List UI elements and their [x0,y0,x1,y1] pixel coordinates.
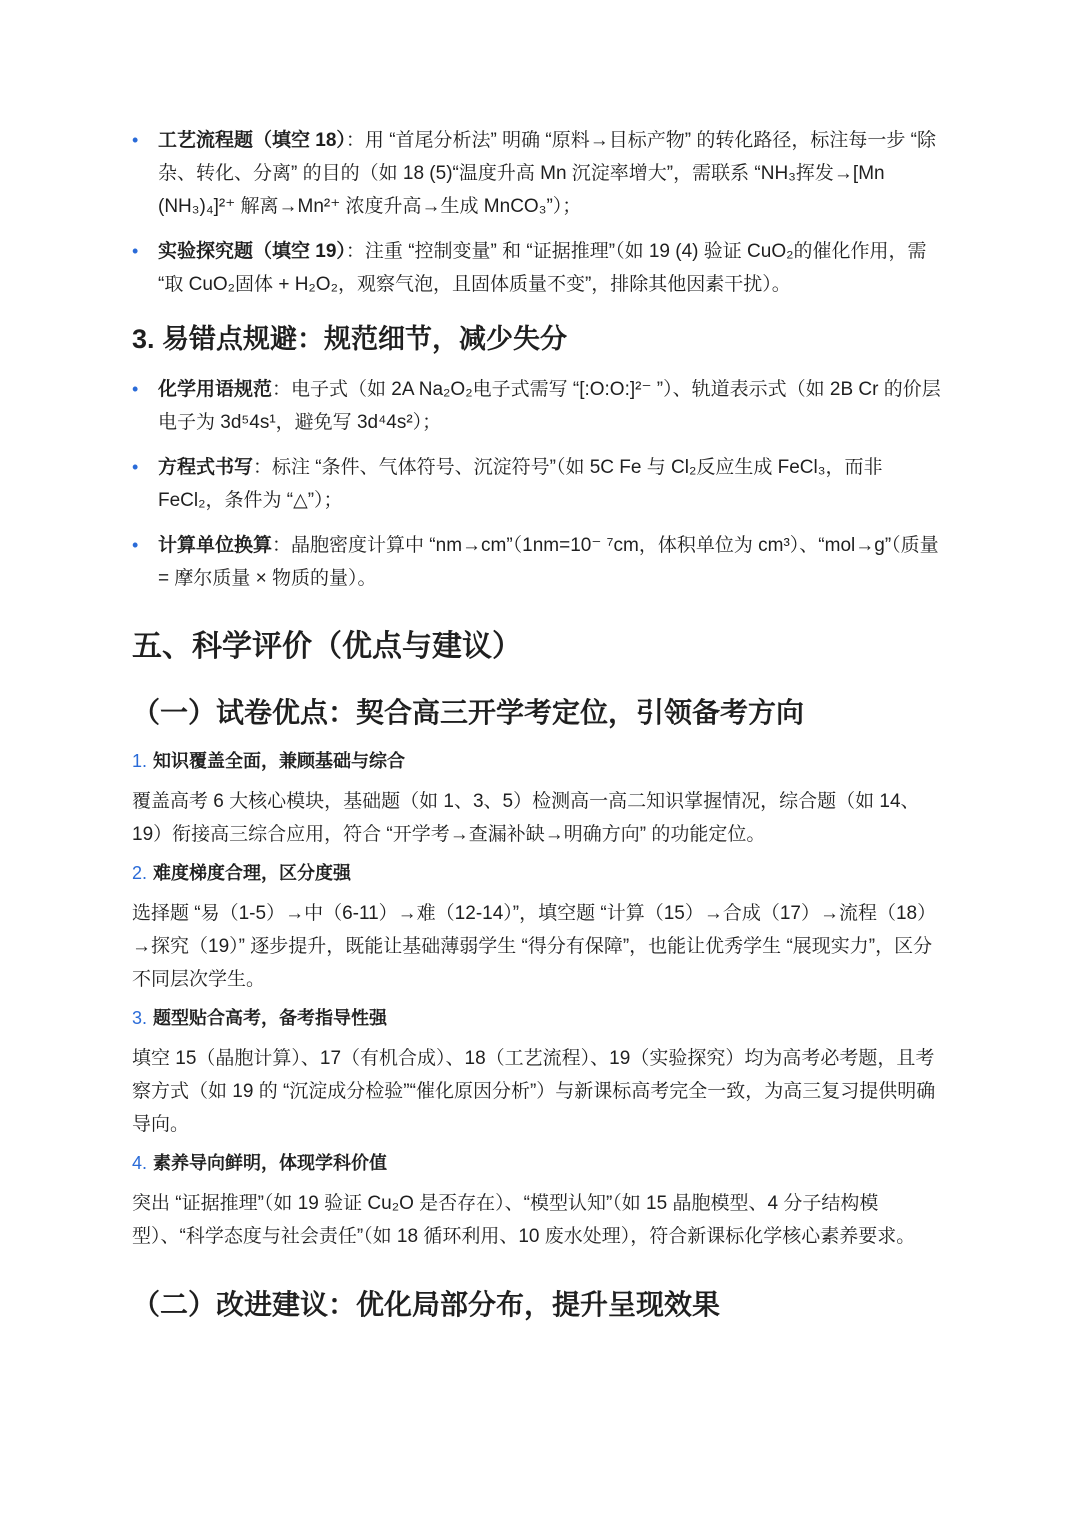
item-title: 难度梯度合理，区分度强 [153,863,352,883]
list-item-text: ：电子式（如 2A Na₂O₂电子式需写 “[:O:O:]²⁻ ”）、轨道表示式（如 2B Cr 的价层电子为 3d⁵4s¹，避免写 3d⁴4s²）； [158,379,941,433]
item-title: 素养导向鲜明，体现学科价值 [153,1153,388,1173]
list-item-title: 计算单位换算 [158,535,273,556]
list-item [132,451,948,517]
bullet-list-section-3 [132,373,948,595]
list-item [132,373,948,439]
item-number: 4. [132,1153,148,1173]
bullet-icon: • [132,535,139,555]
list-item-title: 化学用语规范 [158,379,273,400]
subsection-2-heading: （二）改进建议：优化局部分布，提升呈现效果 [132,1289,721,1320]
numbered-item-heading [132,1002,948,1034]
list-item [132,235,948,301]
bullet-list-top [132,124,948,301]
item-paragraph: 填空 15（晶胞计算）、17（有机合成）、18（工艺流程）、19（实验探究）均为高考必考题，且考察方式（如 19 的 “沉淀成分检验”“催化原因分析”）与新课标高考完全一致，为高三复习提供明确导向。 [132,1048,936,1135]
list-item-title: 工艺流程题（填空 18） [158,130,346,151]
bullet-icon: • [132,241,139,261]
list-item-title: 实验探究题（填空 19） [158,241,346,262]
item-number: 3. [132,1008,148,1028]
list-item [132,529,948,595]
list-item-title: 方程式书写 [158,457,254,478]
bullet-icon: • [132,457,139,477]
subsection-1-heading: （一）试卷优点：契合高三开学考定位，引领备考方向 [132,697,805,728]
numbered-item [132,1002,948,1141]
section-3-heading: 3. 易错点规避：规范细节，减少失分 [132,324,568,354]
bullet-icon: • [132,130,139,150]
item-number: 1. [132,751,148,771]
item-paragraph: 突出 “证据推理”（如 19 验证 Cu₂O 是否存在）、“模型认知”（如 15 晶胞模型、4 分子结构模型）、“科学态度与社会责任”（如 18 循环利用、10 废水处理），符合新课标化学核心素养要求。 [132,1193,916,1247]
item-paragraph: 覆盖高考 6 大核心模块，基础题（如 1、3、5）检测高一高二知识掌握情况，综合题（如 14、19）衔接高三综合应用，符合 “开学考→查漏补缺→明确方向” 的功能定位。 [132,791,920,845]
section-5-heading: 五、科学评价（优点与建议） [132,630,522,663]
list-item [132,124,948,223]
bullet-icon: • [132,379,139,399]
numbered-item-heading [132,745,948,777]
item-number: 2. [132,863,148,883]
document-page [132,124,948,1337]
numbered-item [132,745,948,851]
numbered-item-heading [132,1147,948,1179]
item-paragraph: 选择题 “易（1-5）→中（6-11）→难（12-14）”，填空题 “计算（15）→合成（17）→流程（18）→探究（19）” 逐步提升，既能让基础薄弱学生 “得分有保障”，也能让优秀学生 “展现实力”，区分不同层次学生。 [132,903,937,990]
item-title: 知识覆盖全面，兼顾基础与综合 [153,751,406,771]
list-item-text: ：晶胞密度计算中 “nm→cm”（1nm=10⁻ ⁷cm，体积单位为 cm³）、“mol→g”（质量 = 摩尔质量 × 物质的量）。 [158,535,939,589]
list-item-text: ：标注 “条件、气体符号、沉淀符号”（如 5C Fe 与 Cl₂反应生成 FeCl₃，而非 FeCl₂，条件为 “△”）； [158,457,883,511]
list-item-text: ：注重 “控制变量” 和 “证据推理”（如 19 (4) 验证 CuO₂的催化作用，需 “取 CuO₂固体 + H₂O₂，观察气泡，且固体质量不变”，排除其他因素干扰）。 [158,241,927,295]
numbered-item [132,857,948,996]
item-title: 题型贴合高考，备考指导性强 [153,1008,388,1028]
numbered-item [132,1147,948,1253]
list-item-text: ：用 “首尾分析法” 明确 “原料→目标产物” 的转化路径，标注每一步 “除杂、转化、分离” 的目的（如 18 (5)“温度升高 Mn 沉淀率增大”，需联系 “NH₃挥发→[Mn (NH₃)₄]²⁺ 解离→Mn²⁺ 浓度升高→生成 MnCO₃”）； [158,130,936,217]
numbered-item-heading [132,857,948,889]
